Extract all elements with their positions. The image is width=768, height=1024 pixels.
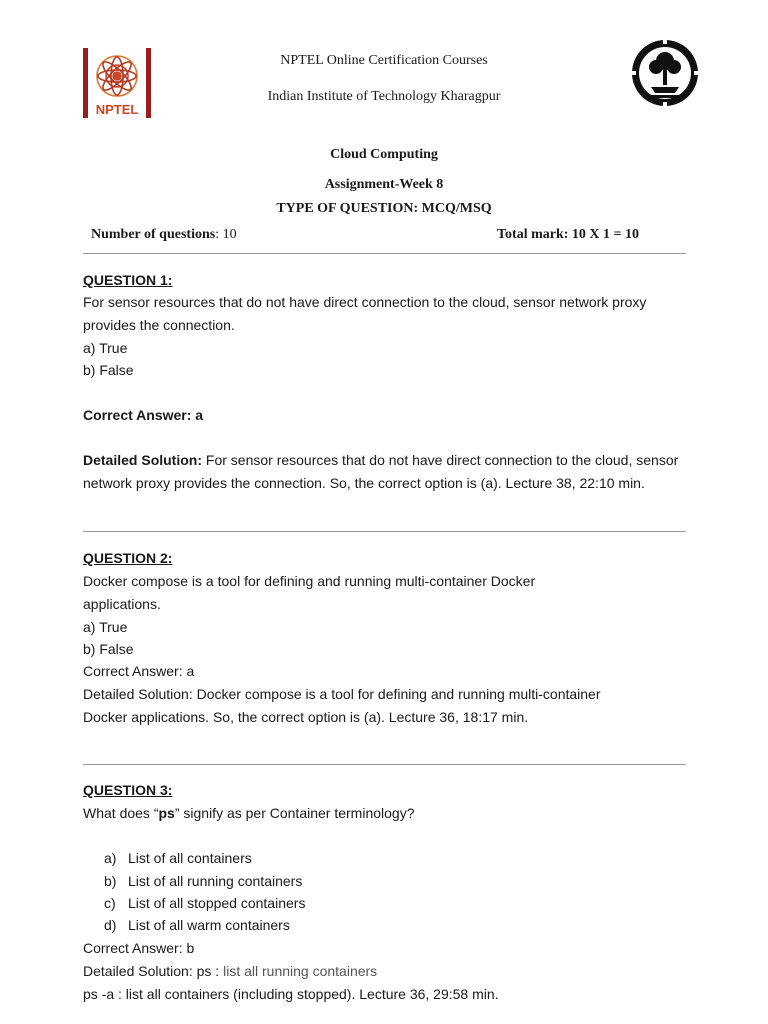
question-1-option-b: b) False — [83, 362, 134, 378]
total-mark: Total mark: 10 X 1 = 10 — [497, 227, 640, 242]
question-1-text-line-1: For sensor resources that do not have direct connection to the cloud, sensor network proxy — [83, 294, 647, 310]
solution-label: Detailed Solution: — [83, 452, 202, 468]
question-3-option-b — [104, 870, 302, 893]
option-label: b) — [104, 873, 117, 889]
svg-text:NPTEL: NPTEL — [95, 102, 139, 117]
question-2-heading: QUESTION 2: — [83, 550, 173, 566]
divider — [83, 531, 686, 532]
option-text: List of all warm containers — [128, 917, 290, 933]
option-text: List of all stopped containers — [128, 895, 306, 911]
question-3-text-post: ” signify as per Container terminology? — [174, 805, 415, 821]
question-type: TYPE OF QUESTION: MCQ/MSQ — [276, 201, 492, 216]
question-1-heading: QUESTION 1: — [83, 272, 173, 288]
divider — [83, 253, 686, 254]
question-1-correct-answer: Correct Answer: a — [83, 407, 204, 423]
question-3-option-c — [104, 892, 305, 915]
question-2-solution-line-2: Docker applications. So, the correct option is (a). Lecture 36, 18:17 min. — [83, 709, 529, 725]
question-2-solution-line-1: Detailed Solution: Docker compose is a tool for defining and running multi-container — [83, 686, 601, 702]
number-of-questions — [91, 227, 237, 243]
assignment-title: Assignment-Week 8 — [324, 177, 444, 192]
question-3-solution-line-2: ps -a : list all containers (including stopped). Lecture 36, 29:58 min. — [83, 986, 499, 1002]
option-label: a) — [104, 850, 117, 866]
question-3-option-a — [104, 847, 252, 870]
question-1-text-line-2: provides the connection. — [83, 317, 235, 333]
header-line-2: Indian Institute of Technology Kharagpur — [267, 89, 501, 104]
option-text: List of all running containers — [128, 873, 303, 889]
question-3-term: ps — [158, 805, 175, 821]
question-2-option-a: a) True — [83, 619, 128, 635]
question-3-text — [83, 802, 415, 825]
option-label: d) — [104, 917, 117, 933]
number-of-questions-value: : 10 — [215, 227, 237, 242]
course-title: Cloud Computing — [330, 147, 438, 162]
question-3-solution-line-1 — [83, 960, 377, 983]
question-2-option-b: b) False — [83, 641, 134, 657]
question-3-option-d — [104, 914, 290, 937]
question-1-solution-line-1 — [83, 449, 678, 472]
question-3-correct-answer: Correct Answer: b — [83, 940, 195, 956]
solution-text: For sensor resources that do not have direct connection to the cloud, sensor — [202, 452, 679, 468]
number-of-questions-label: Number of questions — [91, 227, 216, 242]
solution-text: list all running containers — [223, 963, 378, 979]
solution-prefix: Detailed Solution: ps : — [83, 963, 224, 979]
header-line-1: NPTEL Online Certification Courses — [280, 53, 488, 68]
question-2-text-line-1: Docker compose is a tool for defining and running multi-container Docker — [83, 573, 536, 589]
question-3-heading: QUESTION 3: — [83, 782, 173, 798]
question-2-correct-answer: Correct Answer: a — [83, 663, 195, 679]
question-1-solution-line-2: network proxy provides the connection. So, the correct option is (a). Lecture 38, 22:10 min. — [83, 475, 645, 491]
divider — [83, 764, 686, 765]
option-text: List of all containers — [128, 850, 252, 866]
question-2-text-line-2: applications. — [83, 596, 161, 612]
question-1-option-a: a) True — [83, 340, 128, 356]
option-label: c) — [104, 895, 116, 911]
question-3-text-pre: What does “ — [83, 805, 159, 821]
